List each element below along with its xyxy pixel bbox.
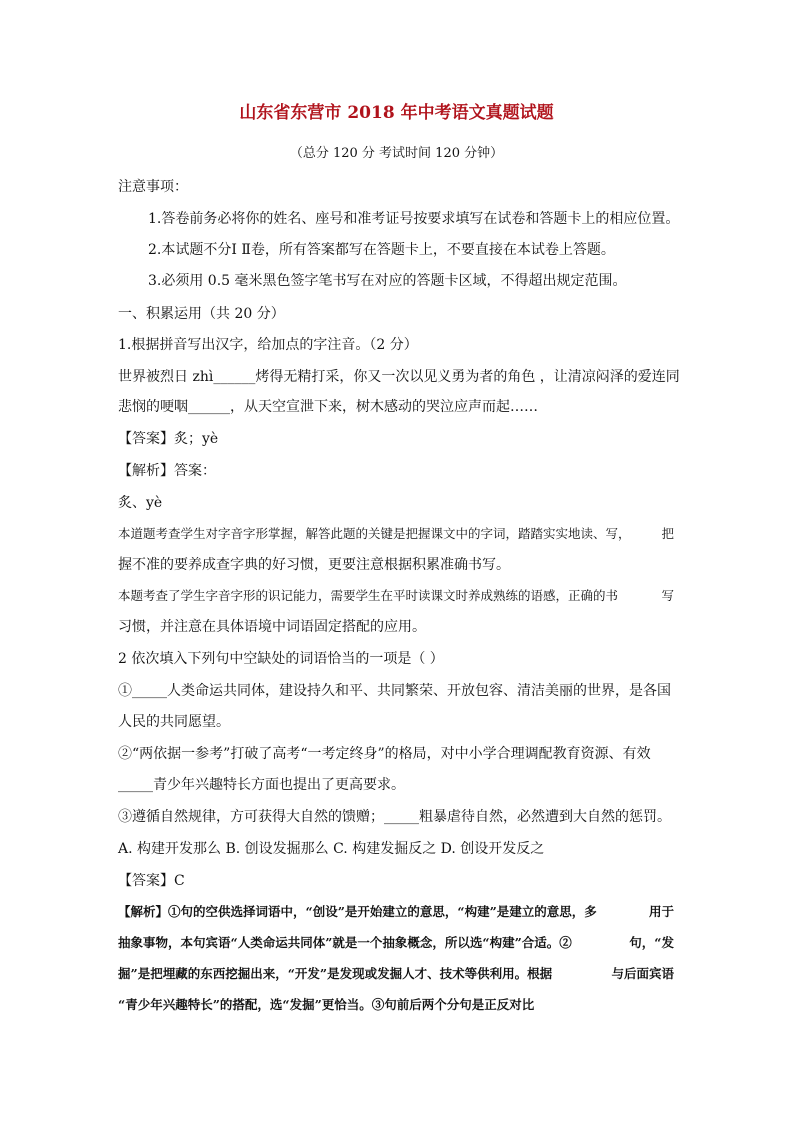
- analysis-text: 把: [661, 526, 674, 541]
- notice-item: 2.本试题不分Ⅰ Ⅱ卷，所有答案都写在答题卡上，不要直接在本试卷上答题。: [148, 242, 615, 258]
- question-line: 人民的共同愿望。: [118, 714, 230, 730]
- analysis-text: 掘”是把埋藏的东西挖掘出来，“开发”是发现或发掘人才、技术等供利用。根据: [118, 966, 553, 981]
- notice-item: 3.必须用 0.5 毫米黑色签字笔书写在对应的答题卡区域，不得超出规定范围。: [148, 273, 627, 289]
- page-title: 山东省东营市 2018 年中考语文真题试题: [239, 103, 554, 123]
- analysis-text: 本题考查了学生字音字形的识记能力，需要学生在平时读课文时养成熟练的语感，正确的书: [118, 588, 619, 603]
- options: A. 构建开发那么 B. 创设发掘那么 C. 构建发掘反之 D. 创设开发反之: [118, 841, 545, 857]
- analysis-text: 抽象事物，本句宾语“人类命运共同体”就是一个抽象概念，所以选“构建”合适。②: [118, 935, 572, 950]
- answer: 【答案】C: [118, 873, 185, 889]
- question-stem: 2 依次填入下列句中空缺处的词语恰当的一项是（ ）: [118, 651, 444, 667]
- analysis-line: [118, 934, 674, 952]
- analysis-line: [118, 525, 674, 543]
- section-heading: 一、积累运用（共 20 分）: [118, 306, 285, 322]
- question-line: ①_____人类命运共同体，建设持久和平、共同繁荣、开放包容、清洁美丽的世界，是各国: [118, 683, 671, 699]
- question-line: 悲悯的哽咽______，从天空宣泄下来，树木感动的哭泣应声而起……: [118, 399, 538, 415]
- analysis-text: 与后面宾语: [611, 966, 674, 981]
- analysis-text: 本道题考查学生对字音字形掌握，解答此题的关键是把握课文中的字词，踏踏实实地读、写，: [118, 526, 631, 541]
- analysis-answer: 炙、yè: [118, 495, 163, 511]
- answer: 【答案】炙；yè: [118, 431, 219, 447]
- notice-heading: 注意事项：: [118, 179, 188, 195]
- question-line: 世界被烈日 zhì______烤得无精打采，你又一次以见义勇为者的角色 ，让清凉闷泽的爱连同: [118, 369, 680, 385]
- analysis-text: 用于: [648, 904, 674, 919]
- analysis-line: 握不准的要养成查字典的好习惯，更要注意根据积累准确书写。: [118, 557, 510, 573]
- analysis-label: 【解析】答案：: [118, 463, 216, 479]
- question-line: ③遵循自然规律，方可获得大自然的馈赠；_____粗暴虐待自然，必然遭到大自然的惩罚。: [118, 809, 671, 825]
- question-line: ②“两依据一参考”打破了高考“一考定终身”的格局，对中小学合理调配教育资源、有效: [118, 746, 651, 762]
- question-stem: 1.根据拼音写出汉字，给加点的字注音。（2 分）: [118, 337, 418, 353]
- analysis-line: 习惯，并注意在具体语境中词语固定搭配的应用。: [118, 619, 426, 635]
- analysis-text: 句，“发: [629, 935, 674, 950]
- analysis-line: “青少年兴趣特长”的搭配，选“发掘”更恰当。③句前后两个分句是正反对比: [118, 997, 535, 1012]
- subtitle: （总分 120 分 考试时间 120 分钟）: [289, 146, 504, 161]
- analysis-line: [118, 903, 674, 921]
- analysis-text: 【解析】①句的空供选择词语中，“创设”是开始建立的意思，“构建”是建立的意思，多: [118, 904, 597, 919]
- question-line: _____青少年兴趣特长方面也提出了更高要求。: [118, 777, 405, 793]
- analysis-line: [118, 965, 674, 983]
- notice-item: 1.答卷前务必将你的姓名、座号和准考证号按要求填写在试卷和答题卡上的相应位置。: [148, 211, 680, 227]
- analysis-line: [118, 587, 674, 605]
- analysis-text: 写: [661, 588, 674, 603]
